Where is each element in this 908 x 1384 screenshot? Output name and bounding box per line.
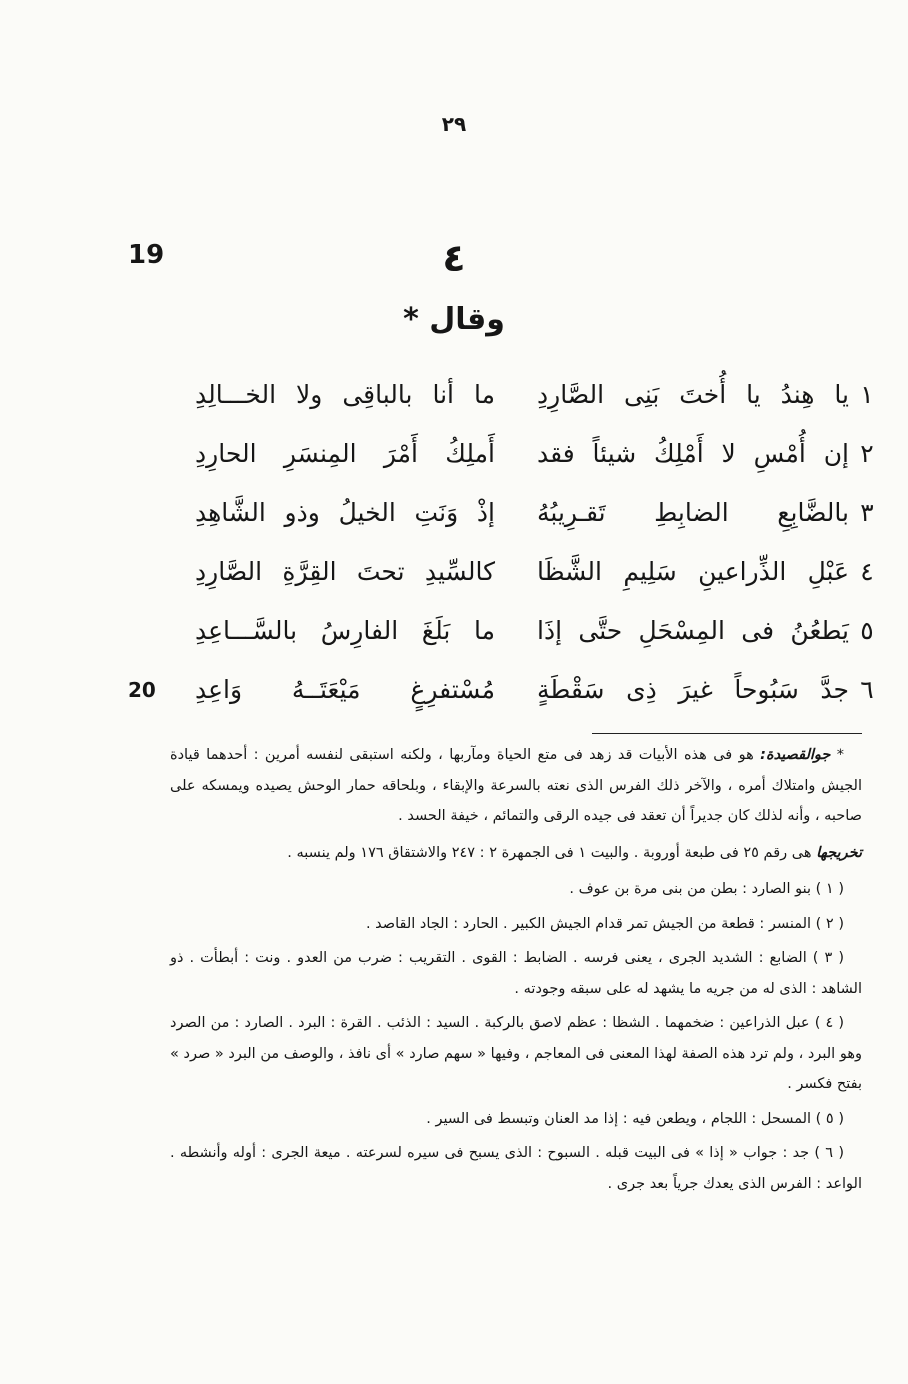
verse-line [195, 380, 885, 439]
takhrij-note [170, 838, 862, 869]
note-number: ( ٤ ) [814, 1015, 844, 1031]
note-number: ( ٢ ) [815, 915, 844, 932]
note-number: ( ٦ ) [814, 1145, 844, 1161]
footnote-separator [592, 733, 862, 734]
note-number: ( ٥ ) [815, 1110, 844, 1127]
note-number: ( ١ ) [815, 881, 844, 897]
verse-number: ٤ [860, 557, 874, 586]
note-text: عبل الذراعين : ضخمهما . الشظا : عظم لاصق بالركبة . السيد : الذئب . القرة : البرد . الصارد : من الصرد وهو البرد ، ولم ترد هذه الصفة لهذا المعنى فى المعاجم ، وفيها « سهم صارد » أى نافذ ، والوصف من البرد « صرد » بفتح فكسر . [170, 1015, 862, 1092]
verse-second-hemistich: إذْ وَنَتِ الخيلُ وذو الشَّاهِدِ [195, 498, 495, 527]
verse-number: ١ [860, 380, 874, 409]
glossary-note [170, 1008, 862, 1100]
note-text: المنسر : قطعة من الجيش تمر قدام الجيش الكبير . الحارد : الجاد القاصد . [365, 915, 812, 932]
poem-verses [195, 380, 885, 734]
verse-line [195, 557, 885, 616]
margin-reference-bottom: 20 [128, 678, 156, 702]
verse-number: ٥ [860, 616, 874, 645]
verse-line [195, 439, 885, 498]
footnotes [170, 740, 862, 1203]
verse-line [195, 616, 885, 675]
qasida-label: جوالقصيدة: [760, 747, 831, 763]
glossary-note [170, 1138, 862, 1199]
qasida-note [170, 740, 862, 832]
footnote-marker: * [836, 747, 845, 763]
qasida-text: هو فى هذه الأبيات قد زهد فى متع الحياة ومآربها ، ولكنه استبقى لنفسه أمرين : أحدهما قيادة الجيش وامتلاك أمره ، والآخر ذلك الفرس الذى نعته بالسرعة والإبقاء ، وبلحاقه حمار الوحش يصيده ويمسكه على صاحبه ، وأنه لذلك كان جديراً أن تعقد فى جيده الرقى والتمائم ، خيفة الحسد . [170, 747, 862, 824]
verse-number: ٣ [860, 498, 874, 527]
margin-reference-top: 19 [128, 240, 165, 270]
verse-line [195, 498, 885, 557]
verse-first-hemistich: يا هِندُ يا أُختَ بَنِى الصَّارِدِ [537, 380, 849, 409]
note-text: بنو الصارد : بطن من بنى مرة بن عوف . [569, 881, 812, 897]
glossary-note [170, 909, 862, 940]
glossary-note [170, 943, 862, 1004]
verse-second-hemistich: مُسْتفرِغٍ مَيْعَتَــهُ وَاعِدِ [195, 675, 495, 704]
takhrij-label: تخريجها [816, 844, 862, 861]
glossary-note [170, 874, 862, 905]
verse-second-hemistich: ما بَلَغَ الفارِسُ بالسَّـــاعِدِ [195, 616, 495, 645]
poem-intro: وقال * [403, 302, 505, 337]
verse-first-hemistich: بالضَّابِعِ الضابِطِ تَقـرِيبُهُ [537, 498, 849, 527]
page-number: ٢٩ [441, 112, 467, 136]
note-text: الضابع : الشديد الجرى ، يعنى فرسه . الضابط : القوى . التقريب : ضرب من العدو . ونت : أبطأت . ذو الشاهد : الذى له من جريه ما يشهد له على سبقه وجودته . [170, 950, 862, 997]
takhrij-text: هى رقم ٢٥ فى طبعة أوروبة . والبيت ١ فى الجمهرة ٢ : ٢٤٧ والاشتقاق ١٧٦ ولم ينسبه . [287, 844, 812, 861]
verse-line [195, 675, 885, 734]
verse-second-hemistich: أَملِكُ أَمْرَ المِنسَرِ الحارِدِ [195, 439, 495, 468]
note-number: ( ٣ ) [812, 950, 844, 966]
verse-number: ٦ [860, 675, 874, 704]
verse-number: ٢ [860, 439, 874, 468]
verse-first-hemistich: جدَّ سَبُوحاً غيرَ ذِى سَقْطَةٍ [537, 675, 849, 704]
verse-first-hemistich: يَطعُنُ فى المِسْحَلِ حتَّى إذَا [537, 616, 849, 645]
note-text: جد : جواب « إذا » فى البيت قبله . السبوح : الذى يسبح فى سيره لسرعته . ميعة الجرى : أوله وأنشطه . الواعد : الفرس الذى يعدك جرياً بعد جرى . [170, 1145, 862, 1192]
poem-number: ٤ [442, 236, 466, 280]
verse-second-hemistich: كالسِّيدِ تحتَ القِرَّةِ الصَّارِدِ [195, 557, 495, 586]
verse-second-hemistich: ما أنا بالباقِى ولا الخـــالِدِ [195, 380, 495, 409]
verse-first-hemistich: عَبْلِ الذِّراعينِ سَلِيمِ الشَّظَا [537, 557, 849, 586]
note-text: المسحل : اللجام ، ويطعن فيه : إذا مد العنان وتبسط فى السير . [426, 1110, 812, 1127]
verse-first-hemistich: إن أُمْسِ لا أَمْلِكُ شيئاً فقد [537, 439, 849, 468]
glossary-note [170, 1104, 862, 1135]
